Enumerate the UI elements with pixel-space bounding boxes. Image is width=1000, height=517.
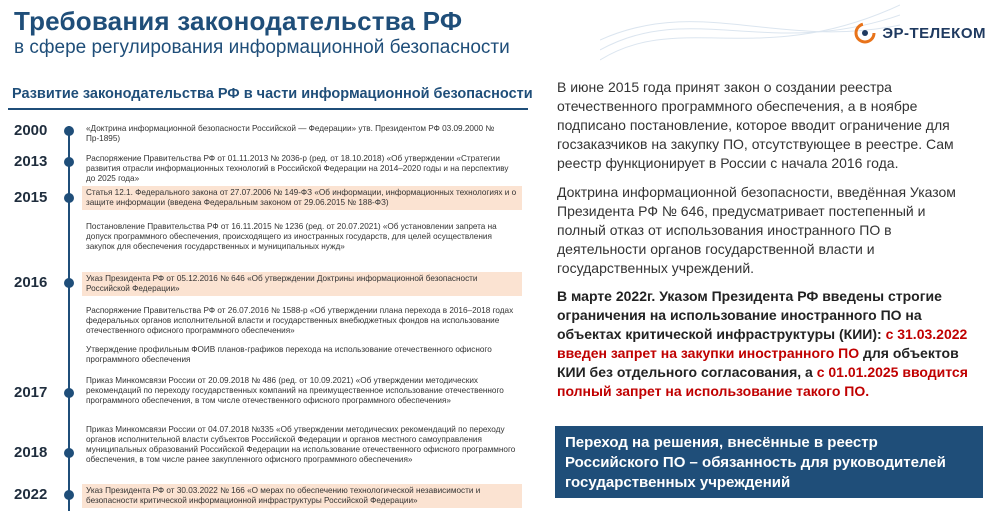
callout-box: Переход на решения, внесённые в реестр Российского ПО – обязанность для руководителей государственных учреждений [555, 426, 983, 498]
logo-text: ЭР-ТЕЛЕКОМ [882, 24, 986, 42]
timeline-dot [64, 490, 74, 500]
timeline-entry-highlighted: Указ Президента РФ от 05.12.2016 № 646 «Об утверждении Доктрины информационной безопасности Российской Федерации» [82, 272, 522, 296]
timeline-year: 2000 [14, 122, 48, 139]
restrictions-intro: В марте 2022г. Указом Президента РФ введены строгие ограничения на использование иностранного ПО на объектах критической инфраструктуры (КИИ): [557, 288, 942, 342]
timeline-dot [64, 448, 74, 458]
timeline-entry: Утверждение профильным ФОИВ планов-графиков перехода на использование отечественного офисного программного обеспечения [86, 345, 492, 364]
timeline-dot [64, 126, 74, 136]
timeline-entry: Распоряжение Правительства РФ от 26.07.2016 № 1588-р «Об утверждении плана перехода в 2016–2018 годах федеральных органов исполнительной власти и государственных внебюджетных фондов на использование отечественного офисного программного обеспечения» [86, 306, 514, 335]
timeline-header: Развитие законодательства РФ в части информационной безопасности [12, 86, 533, 102]
timeline-entry-highlighted: Статья 12.1. Федерального закона от 27.07.2006 № 149-ФЗ «Об информации, информационных технологиях и о защите информации (введена Федеральным законом от 29.06.2015 № 188-ФЗ) [82, 186, 522, 210]
timeline-year: 2013 [14, 153, 48, 170]
timeline-year: 2018 [14, 444, 48, 461]
timeline-entry: Распоряжение Правительства РФ от 01.11.2013 № 2036-р (ред. от 18.10.2018) «Об утверждении «Стратегии развития отрасли информационных технологий в Российской Федерации на 2014–2020 годы и на перспективу до 2025 года» [86, 154, 509, 183]
restriction-date-2022: с 31.03.2022 введен запрет на закупки иностранного ПО [557, 326, 968, 361]
timeline-entry: Постановление Правительства РФ от 16.11.2015 № 1236 (ред. от 20.07.2021) «Об установлении запрета на допуск программного обеспечения, происходящего из иностранных государств, для целей осуществления закупок для обеспечения государственных и муниципальных нужд» [86, 222, 497, 251]
timeline-dot [64, 278, 74, 288]
restrictions-middle: для объектов КИИ без отдельного согласования, а [557, 345, 959, 380]
timeline-entry-highlighted: Указ Президента РФ от 30.03.2022 № 166 «О мерах по обеспечению технологической независимости и безопасности критической информационной инфраструктуры Российской Федерации» [82, 484, 522, 508]
timeline-year: 2015 [14, 189, 48, 206]
timeline-year: 2016 [14, 274, 48, 291]
info-paragraph-doctrine: Доктрина информационной безопасности, введённая Указом Президента РФ № 646, предусматривает постепенный и полный отказ от использования иностранного ПО в деятельности органов государственной власти и государственных учреждений. [557, 184, 956, 276]
timeline-dot [64, 157, 74, 167]
page-subtitle: в сфере регулирования информационной безопасности [14, 37, 510, 58]
page-title: Требования законодательства РФ [14, 6, 463, 36]
company-logo [854, 22, 986, 44]
legislation-timeline [8, 78, 533, 517]
timeline-entry: Приказ Минкомсвязи России от 20.09.2018 № 486 (ред. от 10.09.2021) «Об утверждении методических рекомендаций по переходу государственных компаний на преимущественное использование отечественного программного обеспечения, в том числе отечественного офисного программного обеспечения» [86, 376, 504, 405]
timeline-year: 2017 [14, 384, 48, 401]
header-divider [8, 108, 528, 110]
timeline-dot [64, 193, 74, 203]
timeline-dot [64, 388, 74, 398]
logo-mark-icon [854, 22, 876, 44]
restriction-date-2025: с 01.01.2025 вводится полный запрет на использование такого ПО. [557, 364, 968, 399]
timeline-year: 2022 [14, 486, 48, 503]
timeline-entry: «Доктрина информационной безопасности Российской — Федерации» утв. Президентом РФ 03.09.2000 № Пр-1895) [86, 124, 495, 143]
info-paragraph-restrictions [557, 287, 977, 401]
info-paragraph-registry: В июне 2015 года принят закон о создании реестра отечественного программного обеспечения, а в ноябре подписано постановление, которое вводит ограничение для госзаказчиков на закупку ПО, отсутствующее в реестре. Сам реестр функционирует в России с начала 2016 года. [557, 79, 954, 171]
timeline-entry: Приказ Минкомсвязи России от 04.07.2018 №335 «Об утверждении методических рекомендаций по переходу органов исполнительной власти субъектов Российской Федерации и органов местного самоуправления муниципальных образований Российской Федерации на использование отечественного офисного программного обеспечения, в том числе ранее закупленного офисного программного обеспечения» [86, 425, 516, 464]
